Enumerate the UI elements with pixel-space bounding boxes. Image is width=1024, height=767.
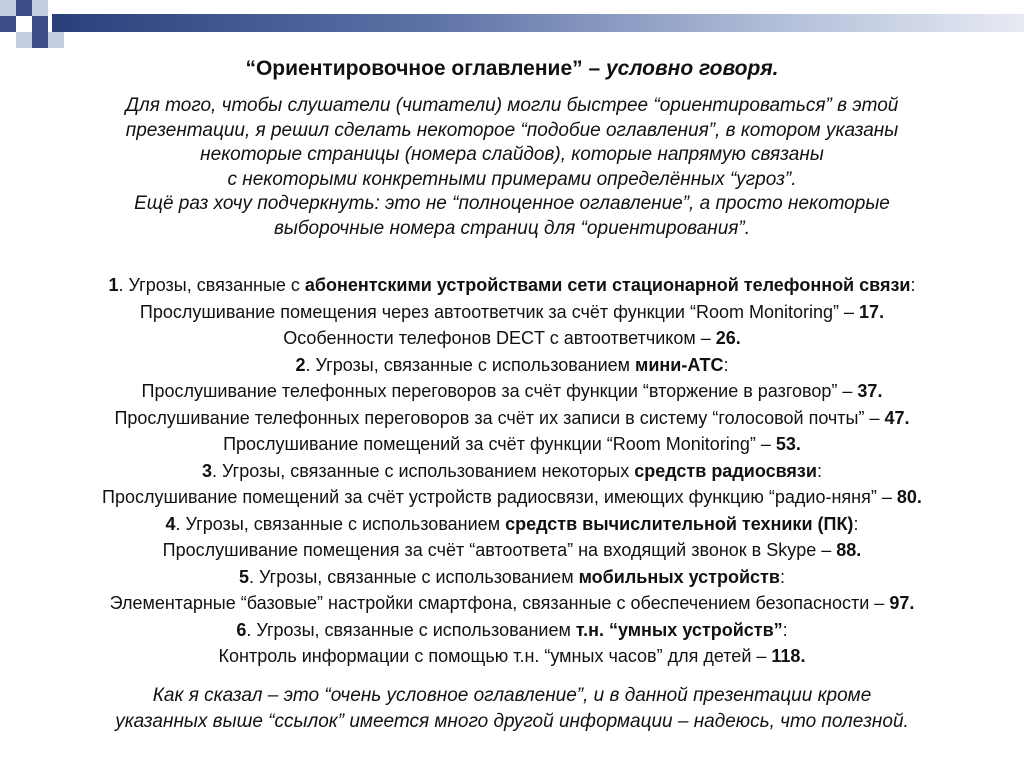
toc-page-number: 17	[859, 301, 880, 322]
section-heading-colon: :	[816, 460, 822, 481]
toc-entry-end: .	[856, 540, 862, 560]
section-number: 6	[236, 619, 247, 640]
toc-page-number: 37	[857, 381, 878, 401]
deco-square	[0, 16, 16, 32]
slide-decoration	[0, 0, 1024, 60]
deco-square	[16, 0, 32, 16]
deco-square	[32, 16, 48, 32]
section-heading-text: . Угрозы, связанные с использованием	[175, 513, 506, 534]
section-heading	[10, 272, 1014, 299]
section-heading	[10, 564, 1014, 591]
toc-entry	[10, 537, 1014, 564]
toc-entry-text: Прослушивание помещения за счёт “автоответа” на входящий звонок в Skype –	[162, 540, 837, 560]
section-heading-text: . Угрозы, связанные с использованием некоторых	[212, 460, 635, 481]
toc-entry-end: .	[795, 434, 801, 454]
section-heading	[10, 617, 1014, 644]
intro-line: с некоторыми конкретными примерами определённых “угроз”.	[227, 168, 797, 190]
closing-paragraph	[20, 683, 1004, 735]
toc-page-number: 26	[715, 328, 736, 348]
toc-entry-end: .	[735, 328, 741, 348]
toc-page-number: 88	[836, 540, 857, 560]
closing-line: указанных выше “ссылок” имеется много другой информации – надеюсь, что полезной.	[115, 711, 909, 732]
toc-entry-text: Прослушивание помещений за счёт функции “Room Monitoring” –	[223, 434, 776, 454]
toc-entry-end: .	[904, 407, 910, 428]
section-heading	[10, 352, 1014, 379]
toc-entry-text: Прослушивание помещения через автоответчик за счёт функции “Room Monitoring” –	[139, 301, 860, 322]
toc-entry-text: Прослушивание телефонных переговоров за счёт функции “вторжение в разговор” –	[141, 381, 858, 401]
intro-line: Для того, чтобы слушатели (читатели) могли быстрее “ориентироваться” в этой	[125, 95, 899, 116]
section-topic: мобильных устройств	[578, 566, 780, 587]
toc-entry-text: Особенности телефонов DECT с автоответчиком –	[283, 328, 716, 348]
toc-entry-end: .	[916, 487, 922, 507]
section-heading	[10, 511, 1014, 538]
toc-page-number: 97	[889, 593, 910, 613]
section-topic: т.н. “умных устройств”	[575, 619, 783, 640]
section-heading-colon: :	[910, 275, 916, 295]
toc-entry	[10, 378, 1014, 405]
toc-entry	[10, 325, 1014, 352]
section-number: 5	[239, 566, 250, 587]
section-heading-colon: :	[723, 354, 729, 375]
toc-entry	[10, 643, 1014, 670]
section-topic: средств радиосвязи	[634, 460, 817, 481]
deco-square	[32, 32, 48, 48]
deco-square	[16, 32, 32, 48]
toc-entry-text: Контроль информации с помощью т.н. “умных часов” для детей –	[218, 646, 772, 666]
deco-square	[0, 0, 16, 16]
toc-entry-end: .	[879, 301, 885, 322]
toc-entry-end: .	[800, 646, 806, 666]
section-heading-text: . Угрозы, связанные с использованием	[246, 619, 576, 640]
deco-square	[48, 32, 64, 48]
toc-entry	[10, 431, 1014, 458]
deco-square	[32, 0, 48, 16]
section-number: 2	[295, 354, 306, 375]
section-heading-colon: :	[782, 619, 788, 640]
intro-line: выборочные номера страниц для “ориентирования”.	[273, 217, 751, 239]
section-heading	[10, 458, 1014, 485]
section-topic: мини-АТС	[635, 354, 724, 375]
section-heading-text: . Угрозы, связанные с использованием	[305, 354, 636, 375]
title-main: “Ориентировочное оглавление” –	[245, 57, 606, 80]
header-gradient-bar	[52, 14, 1024, 32]
toc-entry	[10, 590, 1014, 617]
intro-line: презентации, я решил сделать некоторое “подобие оглавления”, в котором указаны	[125, 119, 899, 141]
toc-entry-text: Прослушивание телефонных переговоров за счёт их записи в систему “голосовой почты” –	[114, 407, 885, 428]
section-topic: абонентскими устройствами сети стационарной телефонной связи	[304, 275, 911, 295]
intro-line: Ещё раз хочу подчеркнуть: это не “полноценное оглавление”, а просто некоторые	[134, 193, 890, 214]
toc-entry-text: Прослушивание помещений за счёт устройств радиосвязи, имеющих функцию “радио-няня” –	[102, 487, 897, 507]
intro-line: некоторые страницы (номера слайдов), которые напрямую связаны	[200, 144, 824, 165]
slide-title	[0, 56, 1024, 82]
toc-entry	[10, 405, 1014, 432]
toc-page-number: 47	[884, 407, 905, 428]
section-number: 4	[165, 513, 176, 534]
toc-entry-text: Элементарные “базовые” настройки смартфона, связанные с обеспечением безопасности –	[109, 593, 890, 613]
section-number: 1	[108, 275, 119, 295]
section-topic: средств вычислительной техники (ПК)	[505, 513, 854, 534]
title-italic: условно говоря.	[605, 57, 779, 80]
toc-entry	[10, 299, 1014, 326]
section-heading-colon: :	[779, 566, 785, 587]
toc-page-number: 118	[771, 646, 801, 666]
section-heading-text: . Угрозы, связанные с использованием	[249, 566, 579, 587]
intro-paragraph	[20, 94, 1004, 241]
section-heading-colon: :	[853, 513, 859, 534]
toc-list	[10, 272, 1014, 670]
section-number: 3	[202, 460, 213, 481]
toc-entry	[10, 484, 1014, 511]
toc-entry-end: .	[877, 381, 883, 401]
closing-line: Как я сказал – это “очень условное оглавление”, и в данной презентации кроме	[152, 685, 872, 706]
section-heading-text: . Угрозы, связанные с	[118, 275, 305, 295]
toc-entry-end: .	[909, 593, 915, 613]
toc-page-number: 53	[775, 434, 796, 454]
toc-page-number: 80	[896, 487, 917, 507]
